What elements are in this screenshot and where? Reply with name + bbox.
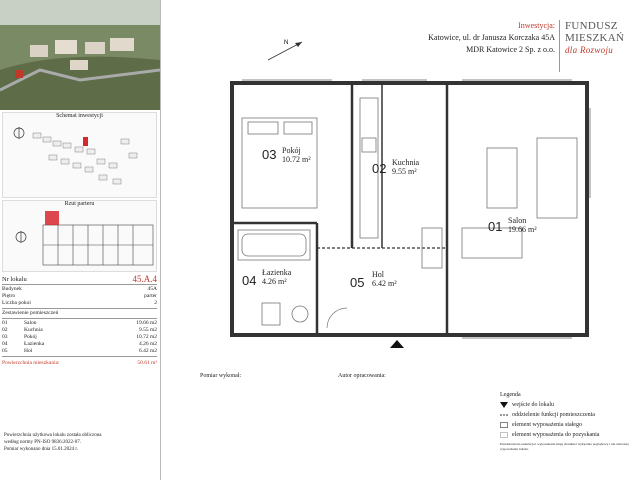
- room-05-info: Hol 6.42 m²: [372, 270, 397, 288]
- entrance-icon: [500, 402, 508, 408]
- unit-number-row: Nr lokalu 45.A.4: [2, 274, 157, 284]
- room-05-label: 05: [350, 275, 365, 290]
- room-01-info: Salon 19.66 m²: [508, 216, 537, 234]
- room-row: 05 Hol 6.42 m2: [2, 348, 157, 354]
- dashed-line-icon: [500, 412, 508, 418]
- ground-floor-drawing: [3, 207, 156, 269]
- floor-row: Piętro parter: [2, 293, 157, 299]
- developer-company: MDR Katowice 2 Sp. z o.o.: [466, 45, 555, 54]
- investment-schema: [2, 112, 157, 198]
- legend-title: Legenda: [500, 392, 521, 398]
- room-row: 03 Pokój 10.72 m2: [2, 334, 157, 340]
- investment-address: Katowice, ul. dr Janusza Korczaka 45A: [428, 33, 555, 42]
- measurement-note: Powierzchnia użytkowa lokalu została obliczona według normy PN-ISO 9836:2022-07. Pomiar wykonano dnia 15.01.2024 r.: [4, 433, 102, 452]
- prepared-by: Autor opracowania:: [338, 373, 386, 379]
- investment-header: [395, 20, 555, 56]
- room-03-label: 03: [262, 147, 277, 162]
- measured-by: Pomiar wykonał:: [200, 373, 242, 379]
- schema-title: Schemat inwestycji: [56, 113, 103, 119]
- legend-separation: oddzielenie funkcji pomieszczenia: [500, 410, 639, 420]
- fixed-element-icon: [500, 422, 508, 428]
- legend-fixed: element wyposażenia stałego: [500, 420, 639, 430]
- svg-text:N: N: [284, 40, 289, 46]
- schema-map: [3, 119, 156, 195]
- investment-label: Inwestycja:: [518, 21, 555, 30]
- apartment-floor-plan: [222, 78, 602, 350]
- legend-entrance: wejście do lokalu: [500, 400, 639, 410]
- unit-number: 45.A.4: [132, 274, 157, 284]
- ground-floor-plan: [2, 200, 157, 272]
- room-row: 04 Łazienka 4.26 m2: [2, 341, 157, 347]
- legend-optional: element wyposażenia do pozyskania: [500, 430, 639, 440]
- brand-logo: FUNDUSZ MIESZKAŃ dla Rozwoju: [565, 20, 625, 55]
- ground-title: Rzut parteru: [64, 201, 95, 207]
- rooms-count-row: Liczba pokoi 2: [2, 300, 157, 306]
- north-arrow-icon: [262, 36, 312, 66]
- rooms-list-title: Zestawienie pomieszczeń: [2, 310, 59, 316]
- legend: [500, 390, 639, 452]
- room-02-info: Kuchnia 9.55 m²: [392, 158, 420, 176]
- optional-element-icon: [500, 432, 508, 438]
- room-04-info: Łazienka 4.26 m²: [262, 268, 292, 286]
- room-02-label: 02: [372, 161, 387, 176]
- aerial-photo: [0, 0, 160, 110]
- building-row: Budynek 45A: [2, 286, 157, 292]
- room-row: 01 Salon 19.66 m2: [2, 320, 157, 326]
- room-03-info: Pokój 10.72 m²: [282, 146, 311, 164]
- room-04-label: 04: [242, 273, 257, 288]
- total-area: 50.61 m²: [137, 360, 157, 366]
- unit-info-table: [2, 276, 157, 367]
- total-area-row: Powierzchnia mieszkania: 50.61 m²: [2, 360, 157, 366]
- room-row: 02 Kuchnia 9.55 m2: [2, 327, 157, 333]
- room-01-label: 01: [488, 219, 503, 234]
- legend-disclaimer: Przedstawiona aranżacja i wyposażenie mają charakter wyłącznie poglądowy i nie stanowią wyposażenia lokalu.: [500, 442, 629, 451]
